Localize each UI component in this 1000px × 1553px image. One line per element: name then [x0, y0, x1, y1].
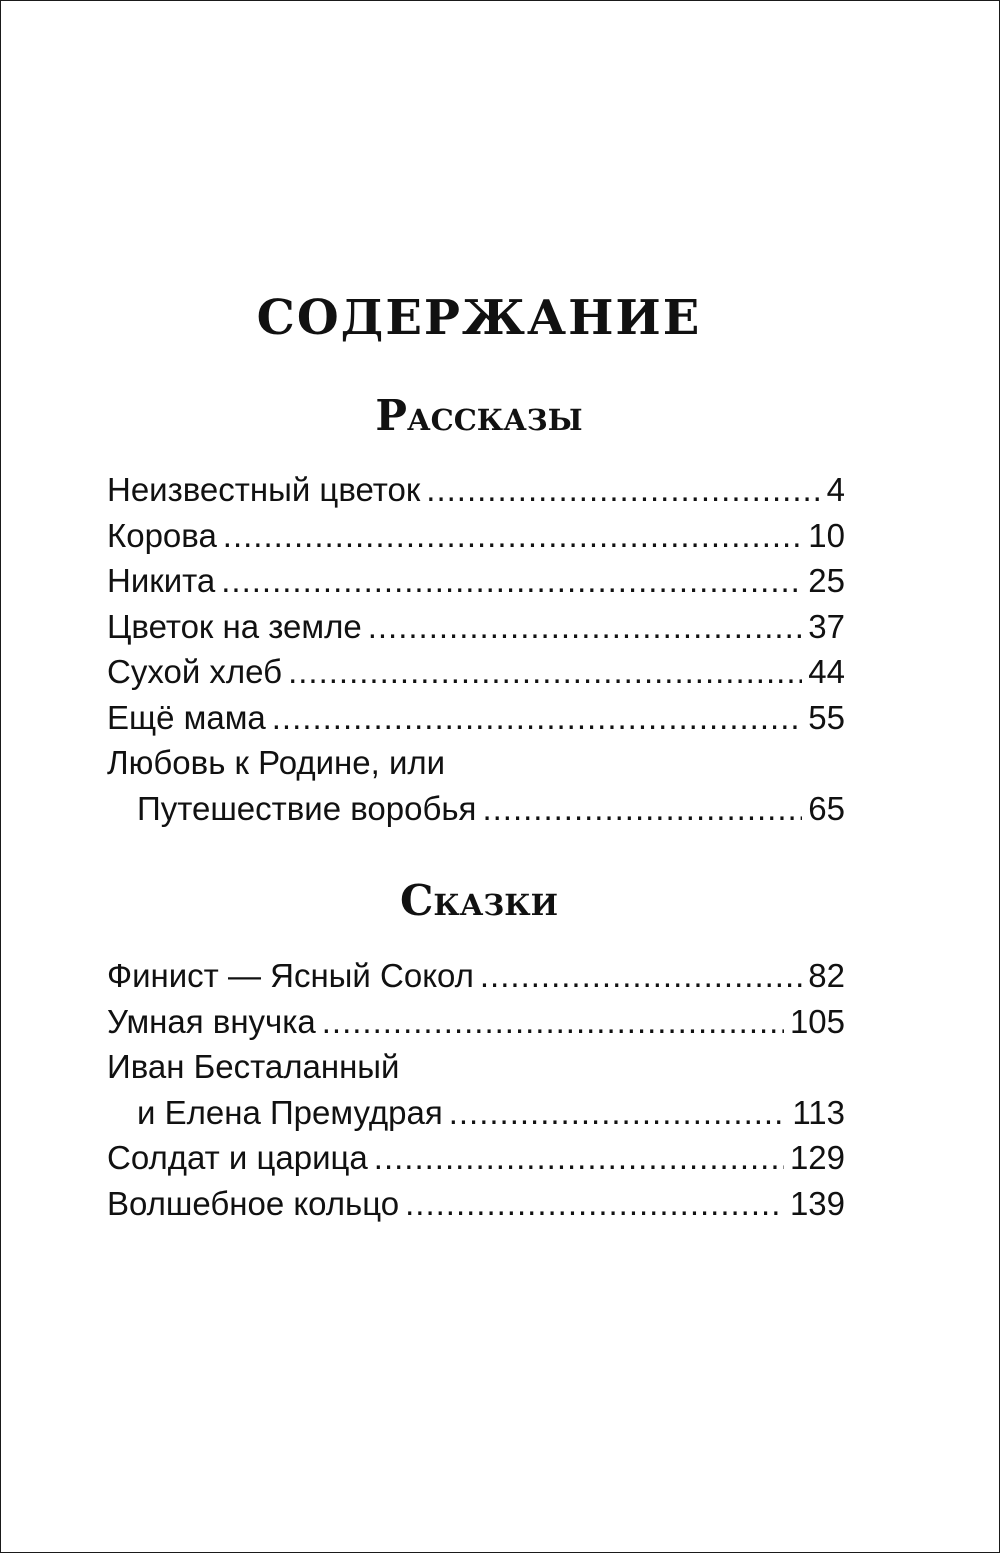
toc-entry-page: 25 [808, 562, 845, 599]
toc-entry-page: 65 [808, 789, 845, 827]
toc-entry[interactable] [107, 558, 845, 604]
toc-entry[interactable] [107, 649, 845, 695]
toc-list-stories [107, 467, 845, 831]
toc-entry[interactable] [107, 1135, 845, 1181]
dot-leader [480, 953, 802, 999]
toc-entry-page: 129 [789, 1139, 845, 1176]
toc-entry-page: 113 [792, 1093, 845, 1131]
toc-entry-title: Никита [107, 562, 216, 599]
toc-entry[interactable] [107, 1044, 845, 1135]
dot-leader [322, 999, 784, 1045]
toc-entry-title: Корова [107, 516, 217, 554]
section-heading-tales: Сказки [399, 876, 559, 925]
section-heading-stories: Рассказы [375, 391, 583, 440]
toc-entry-title: Финист — Ясный Сокол [107, 957, 474, 994]
toc-entry-title: Ещё мама [107, 698, 266, 736]
toc-entry-page: 37 [808, 607, 845, 645]
dot-leader [223, 513, 802, 559]
toc-entry-title: Умная внучка [107, 1002, 316, 1040]
toc-entry-title: Цветок на земле [107, 607, 362, 645]
toc-entry-page: 4 [826, 471, 845, 508]
toc-entry[interactable] [107, 695, 845, 741]
toc-entry[interactable] [107, 999, 845, 1045]
toc-entry-page: 105 [789, 1002, 845, 1040]
toc-entry-title-line2: Путешествие воробья [137, 789, 477, 827]
toc-entry-title: Сухой хлеб [107, 653, 283, 690]
toc-entry[interactable] [107, 467, 845, 513]
toc-entry[interactable] [107, 513, 845, 559]
toc-entry-title: Волшебное кольцо [107, 1184, 400, 1222]
dot-leader [288, 649, 802, 695]
toc-entry[interactable] [107, 953, 845, 999]
toc-entry-page: 44 [808, 653, 845, 690]
toc-entry[interactable] [107, 740, 845, 831]
dot-leader [405, 1181, 784, 1227]
toc-entry[interactable] [107, 604, 845, 650]
toc-entry-page: 10 [808, 516, 845, 554]
toc-entry-title-line2: и Елена Премудрая [137, 1093, 443, 1131]
page-title: СОДЕРЖАНИЕ [256, 290, 702, 346]
dot-leader [426, 467, 820, 513]
toc-entry-title: Солдат и царица [107, 1139, 368, 1176]
toc-entry-page: 55 [808, 698, 845, 736]
dot-leader [368, 604, 803, 650]
toc-entry-title: Неизвестный цветок [107, 471, 421, 508]
toc-list-tales [107, 953, 845, 1226]
dot-leader [272, 695, 803, 741]
toc-entry-page: 139 [789, 1184, 845, 1222]
dot-leader [482, 786, 802, 832]
dot-leader [374, 1135, 784, 1181]
toc-entry-page: 82 [808, 957, 845, 994]
dot-leader [221, 558, 802, 604]
toc-entry-title-line1: Иван Бесталанный [107, 1048, 400, 1085]
dot-leader [449, 1090, 787, 1136]
toc-entry[interactable] [107, 1181, 845, 1227]
toc-entry-title-line1: Любовь к Родине, или [107, 744, 446, 781]
